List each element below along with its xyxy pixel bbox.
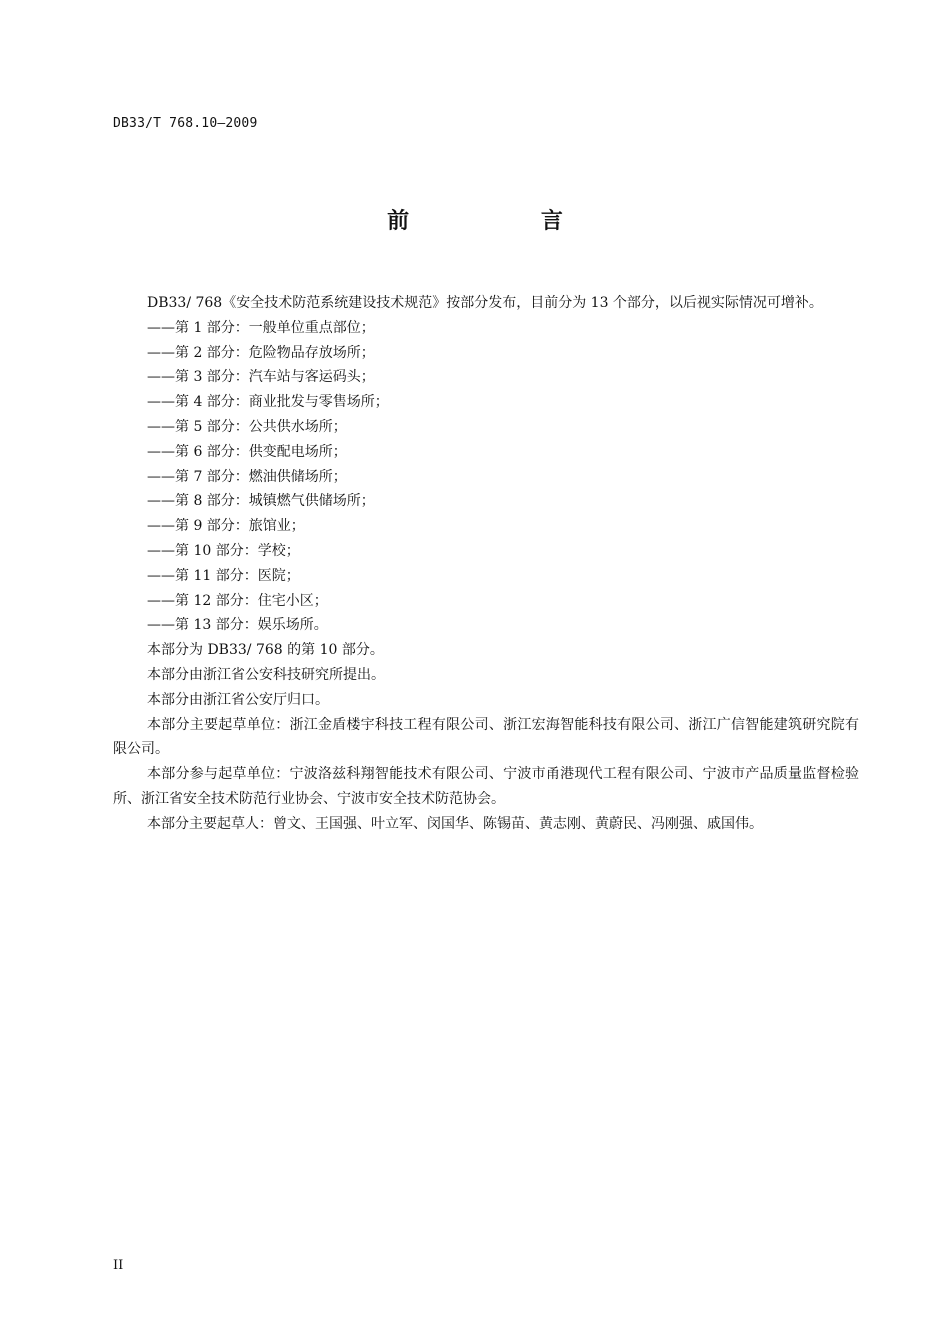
- intro-paragraph: DB33/ 768《安全技术防范系统建设技术规范》按部分发布，目前分为 13 个部分，以后视实际情况可增补。: [147, 295, 823, 311]
- parts-list: [113, 316, 859, 638]
- standard-code: DB33/T 768.10—2009: [113, 116, 258, 131]
- list-item: ——第 1 部分：一般单位重点部位；: [147, 319, 375, 336]
- list-item: ——第 9 部分：旅馆业；: [147, 518, 305, 535]
- managed-by-statement: 本部分由浙江省公安厅归口。: [147, 691, 329, 708]
- part-of-statement: 本部分为 DB33/ 768 的第 10 部分。: [147, 642, 384, 659]
- list-item: ——第 10 部分：学校；: [147, 542, 300, 559]
- list-item: ——第 8 部分：城镇燃气供储场所；: [147, 493, 375, 510]
- proposed-by-statement: 本部分由浙江省公安科技研究所提出。: [147, 666, 385, 683]
- page-number: II: [113, 1258, 124, 1273]
- list-item: ——第 7 部分：燃油供储场所；: [147, 468, 347, 485]
- list-item: ——第 2 部分：危险物品存放场所；: [147, 344, 375, 361]
- page-title: 前 言: [387, 209, 625, 234]
- list-item: ——第 12 部分：住宅小区；: [147, 592, 328, 609]
- list-item: ——第 13 部分：娱乐场所。: [147, 617, 328, 634]
- list-item: ——第 3 部分：汽车站与客运码头；: [147, 369, 375, 386]
- list-item: ——第 6 部分：供变配电场所；: [147, 443, 347, 460]
- list-item: ——第 5 部分：公共供水场所；: [147, 418, 347, 435]
- list-item: ——第 4 部分：商业批发与零售场所；: [147, 394, 389, 411]
- main-drafters-statement: 本部分主要起草单位：浙江金盾楼宇科技工程有限公司、浙江宏海智能科技有限公司、浙江广信智能建筑研究院有限公司。: [113, 716, 859, 758]
- foreword-body: [113, 291, 859, 837]
- participating-drafters-statement: 本部分参与起草单位：宁波洛兹科翔智能技术有限公司、宁波市甬港现代工程有限公司、宁波市产品质量监督检验所、浙江省安全技术防范行业协会、宁波市安全技术防范协会。: [113, 766, 859, 807]
- drafting-persons-statement: 本部分主要起草人：曾文、王国强、叶立军、闵国华、陈锡苗、黄志刚、黄蔚民、冯刚强、戚国伟。: [147, 815, 763, 832]
- list-item: ——第 11 部分：医院；: [147, 567, 300, 584]
